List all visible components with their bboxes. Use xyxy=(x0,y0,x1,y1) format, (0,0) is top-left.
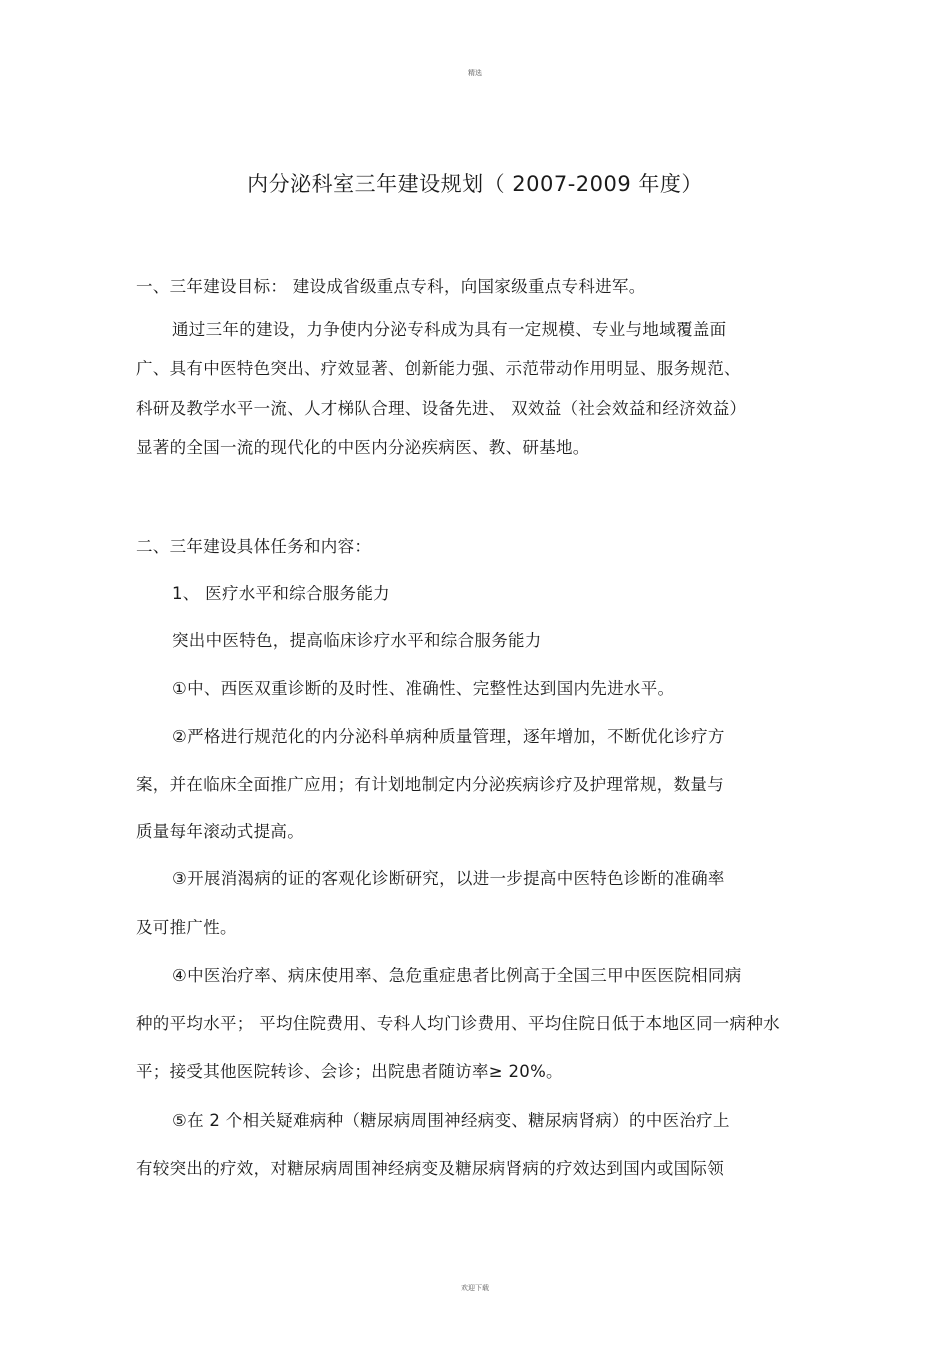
intro-line: 突出中医特色，提高临床诊疗水平和综合服务能力 xyxy=(172,631,542,650)
subsection-heading: 1、 医疗水平和综合服务能力 xyxy=(172,584,390,603)
item-3-line: ③开展消渴病的证的客观化诊断研究，以进一步提高中医特色诊断的准确率 xyxy=(172,869,725,888)
item-2-line: ②严格进行规范化的内分泌科单病种质量管理，逐年增加，不断优化诊疗方 xyxy=(172,727,725,746)
document-title: 内分泌科室三年建设规划（ 2007-2009 年度） xyxy=(247,172,703,196)
item-2-line: 案，并在临床全面推广应用；有计划地制定内分泌疾病诊疗及护理常规，数量与 xyxy=(136,775,724,794)
section1-para-line: 科研及教学水平一流、人才梯队合理、设备先进、 双效益（社会效益和经济效益） xyxy=(136,399,747,418)
item-4-line: 平；接受其他医院转诊、会诊；出院患者随访率≥ 20%。 xyxy=(136,1062,563,1081)
item-5-line: 有较突出的疗效，对糖尿病周围神经病变及糖尿病肾病的疗效达到国内或国际领 xyxy=(136,1159,724,1178)
item-1: ①中、西医双重诊断的及时性、准确性、完整性达到国内先进水平。 xyxy=(172,679,675,698)
header-watermark: 精选 xyxy=(468,69,482,77)
section2-heading: 二、三年建设具体任务和内容： xyxy=(136,537,372,556)
section1-para-line: 广、具有中医特色突出、疗效显著、创新能力强、示范带动作用明显、服务规范、 xyxy=(136,359,741,378)
section1-para-line: 通过三年的建设，力争使内分泌专科成为具有一定规模、专业与地域覆盖面 xyxy=(172,320,727,339)
section1-para-line: 显著的全国一流的现代化的中医内分泌疾病医、教、研基地。 xyxy=(136,438,590,457)
section1-heading: 一、三年建设目标： 建设成省级重点专科，向国家级重点专科进军。 xyxy=(136,277,646,296)
footer-watermark: 欢迎下载 xyxy=(461,1284,489,1292)
item-2-line: 质量每年滚动式提高。 xyxy=(136,822,304,841)
item-5-line: ⑤在 2 个相关疑难病种（糖尿病周围神经病变、糖尿病肾病）的中医治疗上 xyxy=(172,1111,730,1130)
item-3-line: 及可推广性。 xyxy=(136,918,237,937)
item-4-line: 种的平均水平； 平均住院费用、专科人均门诊费用、平均住院日低于本地区同一病种水 xyxy=(136,1014,780,1033)
item-4-line: ④中医治疗率、病床使用率、急危重症患者比例高于全国三甲中医医院相同病 xyxy=(172,966,742,985)
